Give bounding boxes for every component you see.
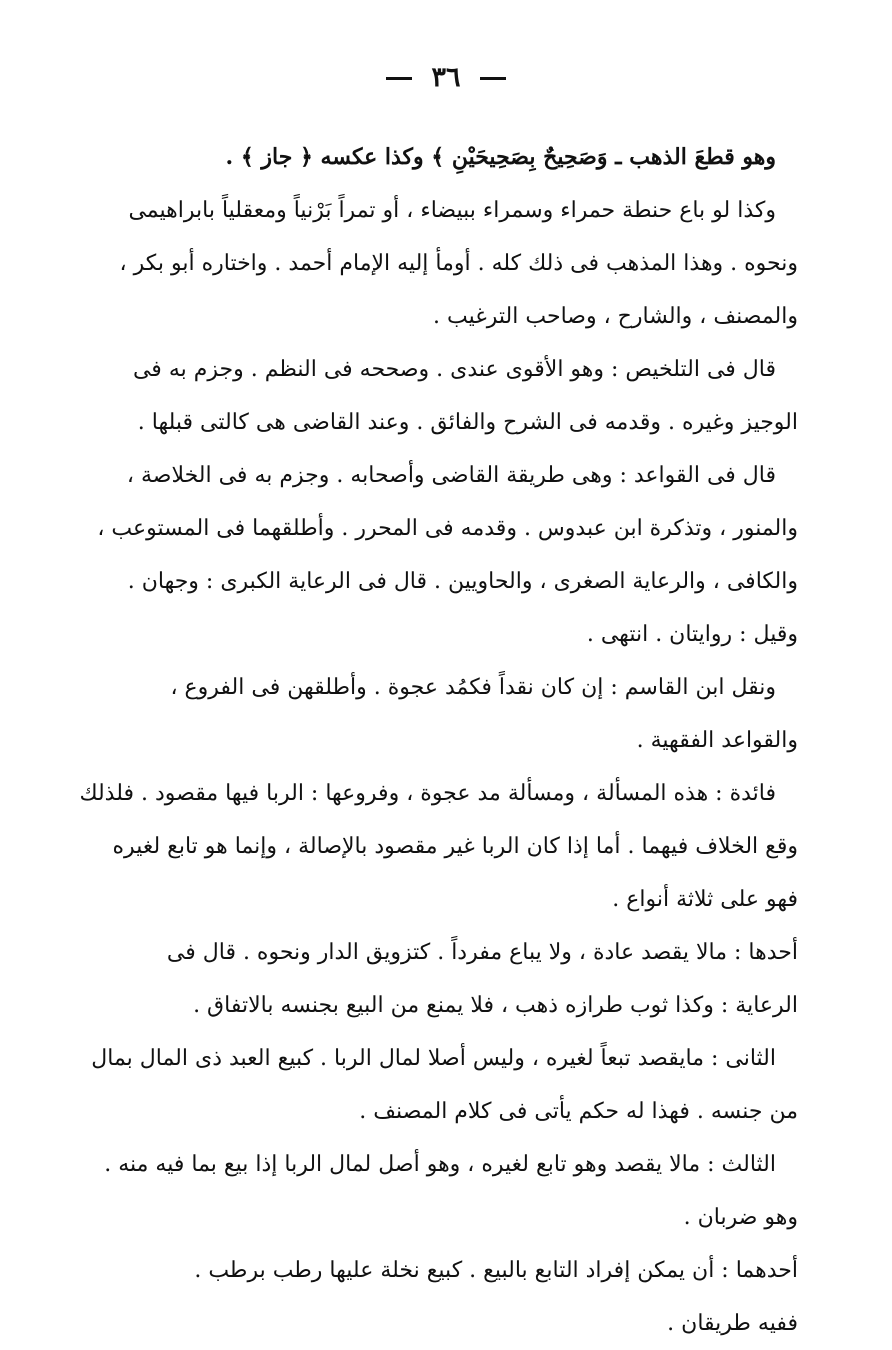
text-line-20: الثالث : مالا يقصد وهو تابع لغيره ، وهو أصل لمال الربا إذا بيع بما فيه منه . bbox=[104, 1152, 776, 1177]
text-line-23: ففيه طريقان . bbox=[667, 1311, 798, 1336]
page-number bbox=[0, 62, 892, 93]
text-line-8: والمنور ، وتذكرة ابن عبدوس . وقدمه فى المحرر . وأطلقهما فى المستوعب ، bbox=[97, 516, 798, 541]
text-line-22: أحدهما : أن يمكن إفراد التابع بالبيع . كبيع نخلة عليها رطب برطب . bbox=[194, 1258, 798, 1283]
text-line-5: قال فى التلخيص : وهو الأقوى عندى . وصححه فى النظم . وجزم به فى bbox=[132, 357, 776, 382]
text-line-2: وكذا لو باع حنطة حمراء وسمراء ببيضاء ، أو تمراً بَرْنياً ومعقلياً بابراهيمى bbox=[128, 198, 776, 223]
text-line-1: وهو قطعَ الذهب ـ وَصَحِيحٌ بِصَحِيحَيْنِ ﴾ وكذا عكسه ﴿ جاز ﴾ . bbox=[225, 144, 776, 170]
text-line-15: فهو على ثلاثة أنواع . bbox=[612, 887, 798, 912]
page-number-text: ٣٦ bbox=[431, 62, 461, 93]
text-line-10: وقيل : روايتان . انتهى . bbox=[586, 622, 798, 647]
text-line-11: ونقل ابن القاسم : إن كان نقداً فكمُد عجوة . وأطلقهن فى الفروع ، bbox=[170, 675, 776, 700]
text-block bbox=[79, 131, 798, 1350]
text-line-16: أحدها : مالا يقصد عادة ، ولا يباع مفرداً . كتزويق الدار ونحوه . قال فى bbox=[166, 940, 798, 965]
text-line-7: قال فى القواعد : وهى طريقة القاضى وأصحابه . وجزم به فى الخلاصة ، bbox=[126, 463, 776, 488]
text-line-4: والمصنف ، والشارح ، وصاحب الترغيب . bbox=[433, 304, 798, 329]
page-number-dash-left bbox=[386, 77, 412, 80]
text-line-9: والكافى ، والرعاية الصغرى ، والحاويين . قال فى الرعاية الكبرى : وجهان . bbox=[127, 569, 798, 594]
text-line-21: وهو ضربان . bbox=[683, 1205, 798, 1230]
text-line-14: وقع الخلاف فيهما . أما إذا كان الربا غير مقصود بالإصالة ، وإنما هو تابع لغيره bbox=[112, 834, 798, 859]
text-line-13: فائدة : هذه المسألة ، ومسألة مد عجوة ، وفروعها : الربا فيها مقصود . فلذلك bbox=[79, 781, 776, 806]
text-line-3: ونحوه . وهذا المذهب فى ذلك كله . أومأ إليه الإمام أحمد . واختاره أبو بكر ، bbox=[119, 251, 798, 276]
text-line-17: الرعاية : وكذا ثوب طرازه ذهب ، فلا يمنع من البيع بجنسه بالاتفاق . bbox=[193, 993, 798, 1018]
text-line-12: والقواعد الفقهية . bbox=[636, 728, 798, 753]
text-line-6: الوجيز وغيره . وقدمه فى الشرح والفائق . وعند القاضى هى كالتى قبلها . bbox=[137, 410, 798, 435]
text-line-19: من جنسه . فهذا له حكم يأتى فى كلام المصنف . bbox=[359, 1099, 798, 1124]
page-number-dash-right bbox=[480, 77, 506, 80]
text-line-18: الثانى : مايقصد تبعاً لغيره ، وليس أصلا لمال الربا . كبيع العبد ذى المال بمال bbox=[91, 1046, 776, 1071]
